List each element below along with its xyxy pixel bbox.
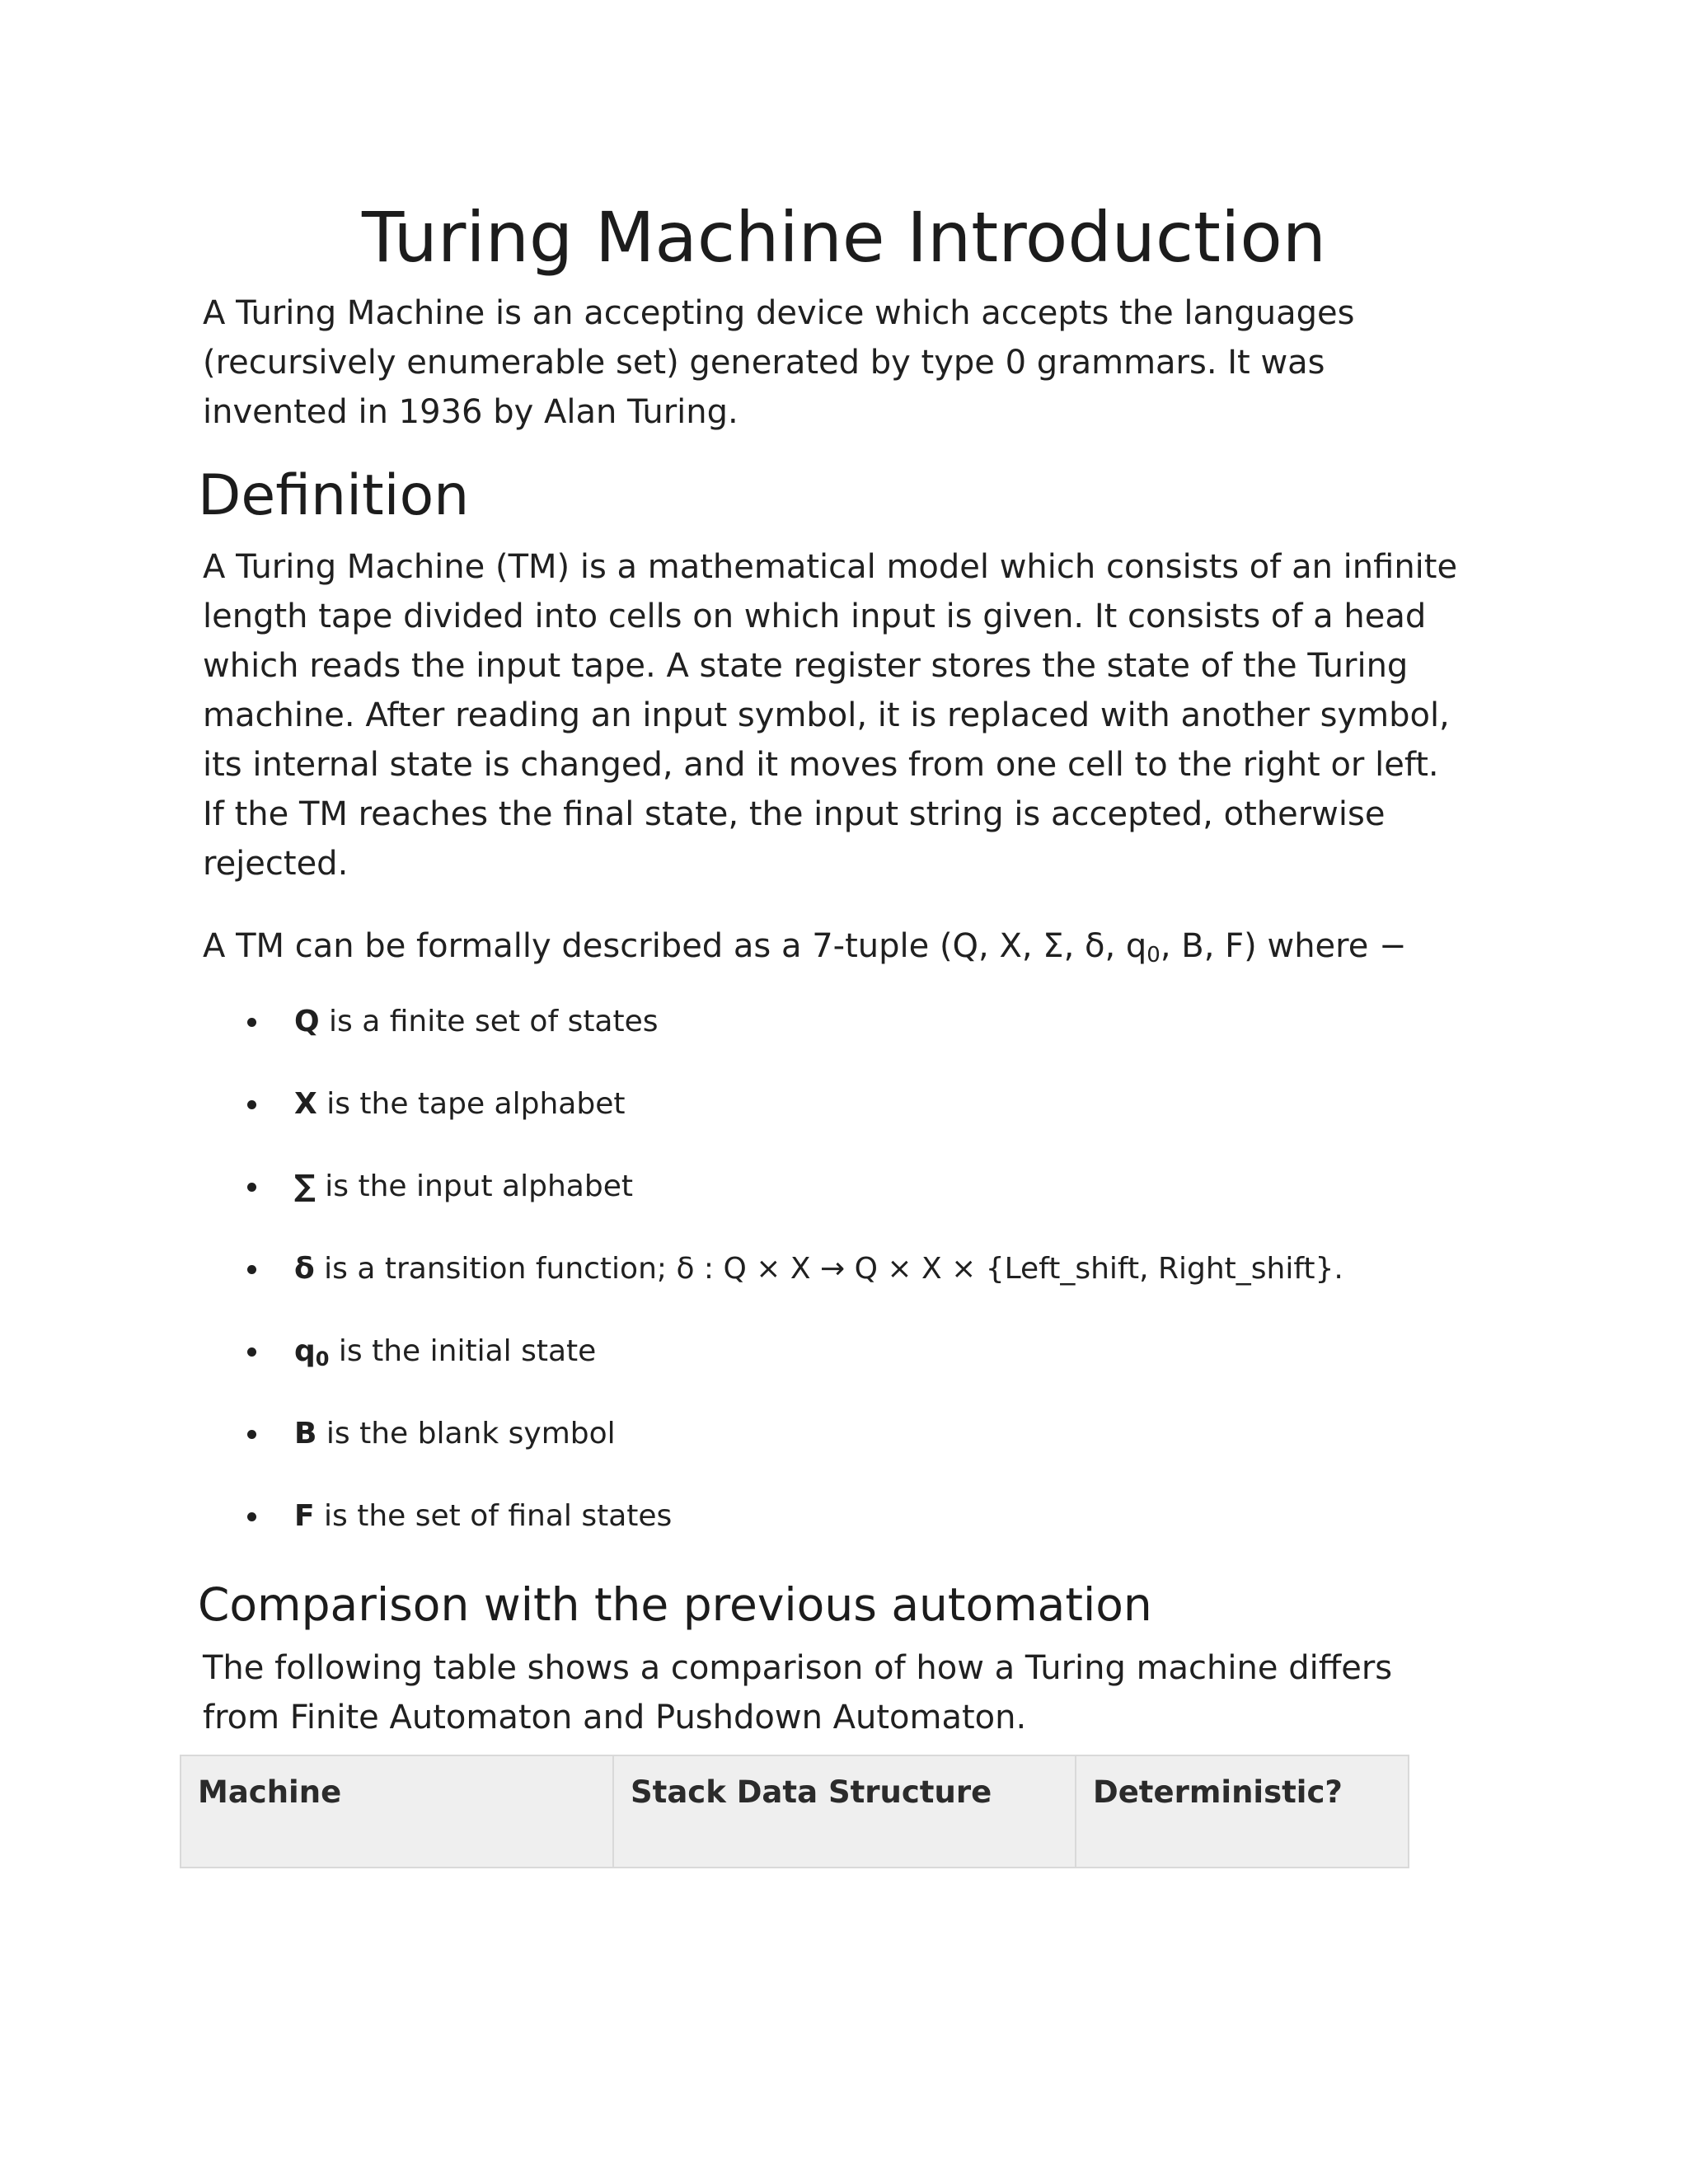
list-item: [247, 1327, 1484, 1376]
component-description: is a transition function; δ : Q × X → Q × X × {Left_shift, Right_shift}.: [314, 1252, 1343, 1286]
definition-line: length tape divided into cells on which input is given. It consists of a head: [203, 598, 1427, 635]
tuple-prefix: A TM can be formally described as a 7-tuple (Q, X, Σ, δ, q: [203, 927, 1147, 965]
page-title: Turing Machine Introduction: [362, 197, 1326, 278]
bullet-icon: [247, 1265, 256, 1274]
comparison-heading: Comparison with the previous automation: [198, 1578, 1152, 1631]
component-symbol: [294, 1334, 330, 1371]
list-item: [247, 1244, 1484, 1294]
list-item: [247, 1492, 1484, 1541]
bullet-icon: [247, 1100, 256, 1109]
list-item: [247, 997, 1484, 1047]
tuple-definition: [203, 921, 1489, 980]
definition-line: A Turing Machine (TM) is a mathematical model which consists of an infinite: [203, 548, 1458, 586]
definition-line: which reads the input tape. A state register stores the state of the Turing: [203, 647, 1409, 685]
definition-line: rejected.: [203, 845, 349, 883]
comparison-line: from Finite Automaton and Pushdown Automaton.: [203, 1699, 1027, 1736]
component-symbol: Q: [294, 1005, 320, 1038]
bullet-icon: [247, 1347, 256, 1357]
list-item: [247, 1409, 1484, 1459]
bullet-icon: [247, 1430, 256, 1439]
bullet-icon: [247, 1512, 256, 1521]
intro-line: A Turing Machine is an accepting device which accepts the languages: [203, 294, 1355, 332]
component-description: is a finite set of states: [319, 1005, 659, 1038]
component-symbol: X: [294, 1087, 317, 1121]
component-symbol-letter: q: [294, 1334, 316, 1368]
component-description: is the tape alphabet: [316, 1087, 626, 1121]
definition-paragraph: [203, 542, 1472, 888]
component-description: is the blank symbol: [316, 1417, 616, 1451]
table-header-machine: Machine: [181, 1756, 614, 1867]
comparison-line: The following table shows a comparison of how a Turing machine differs: [203, 1649, 1393, 1687]
definition-line: If the TM reaches the final state, the input string is accepted, otherwise: [203, 795, 1386, 833]
tuple-suffix: , B, F) where −: [1160, 927, 1407, 965]
component-symbol: B: [294, 1417, 317, 1451]
bullet-icon: [247, 1018, 256, 1027]
table-header-stack: Stack Data Structure: [614, 1756, 1076, 1867]
list-item: [247, 1162, 1484, 1212]
component-description: is the initial state: [329, 1334, 597, 1368]
list-item: [247, 1080, 1484, 1129]
component-symbol-subscript: 0: [315, 1347, 330, 1371]
component-symbol: F: [294, 1499, 315, 1533]
table-header-deterministic: Deterministic?: [1093, 1774, 1343, 1810]
comparison-paragraph: [203, 1643, 1472, 1742]
component-description: is the input alphabet: [315, 1169, 633, 1203]
tuple-subscript: 0: [1146, 943, 1160, 968]
intro-paragraph: [203, 288, 1472, 437]
definition-heading: Definition: [198, 463, 470, 528]
comparison-table: [180, 1755, 1409, 1868]
intro-line: invented in 1936 by Alan Turing.: [203, 393, 738, 431]
component-symbol: ∑: [294, 1169, 316, 1203]
component-description: is the set of final states: [314, 1499, 673, 1533]
intro-line: (recursively enumerable set) generated by type 0 grammars. It was: [203, 344, 1325, 382]
definition-line: machine. After reading an input symbol, it is replaced with another symbol,: [203, 696, 1450, 734]
component-symbol: δ: [294, 1252, 315, 1286]
bullet-icon: [247, 1183, 256, 1192]
definition-line: its internal state is changed, and it moves from one cell to the right or left.: [203, 746, 1439, 784]
